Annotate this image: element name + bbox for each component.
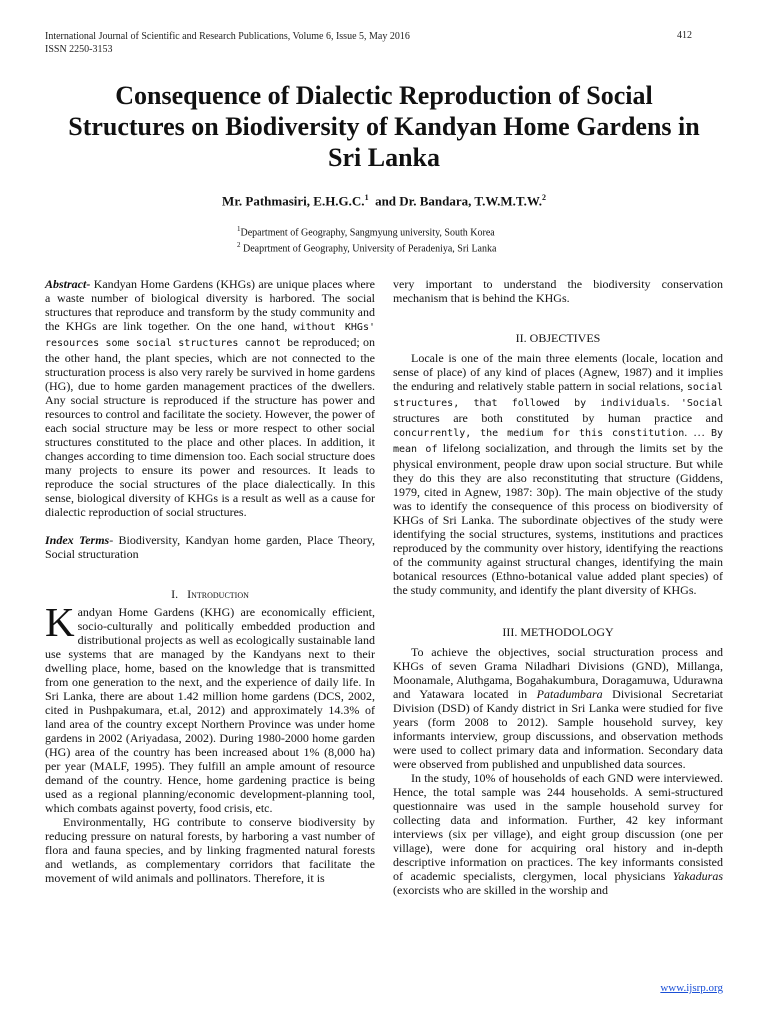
title-line-2: Structures on Biodiversity of Kandyan Home Gardens in — [68, 112, 700, 141]
obj-mono-2: 'Social — [680, 398, 723, 409]
obj-mono-3: concurrently, the medium for this constitution — [393, 428, 685, 439]
dropcap-letter: K — [45, 599, 75, 645]
objectives-paragraph — [393, 351, 723, 597]
title-line-1: Consequence of Dialectic Reproduction of Social — [115, 81, 653, 110]
obj-text-4: . … — [684, 425, 711, 439]
introduction-paragraph-1-text: andyan Home Gardens (KHG) are economically efficient, socio-culturally and politically embedded production and distributional projects as well as ecologically sustainable land use systems that are managed by the Kandyans next to their dwelling place, home, based on the knowledge that is transmitted from one generation to the next, and the experience of daily life. In Sri Lanka, there are about 1.42 million home gardens (DCS, 2002, cited in Pushpakumara, et.al, 2012) and approximately 14.3% of land area of the country except Northern Province was under home gardens in 2002 (Ariyadasa, 2002). During 1980-2000 home garden (HG) area of the country has been increased about 1% (8,000 ha) per year (MALF, 1995). They fulfill an ample amount of resource demand of the country. Hence, home gardening practice is being used as a regional planning/economic development-planning tool, which combats against poverty, food crisis, etc. — [45, 605, 375, 815]
meth-para2-b: (exorcists who are skilled in the worship and — [393, 883, 608, 897]
introduction-heading-num: I. — [171, 587, 179, 601]
methodology-heading: III. METHODOLOGY — [502, 625, 614, 639]
author-joiner: and Dr. Bandara, T.W.M.T.W. — [375, 193, 542, 209]
page-number: 412 — [677, 30, 692, 41]
abstract — [45, 277, 375, 519]
obj-text-1: Locale is one of the main three elements (locale, location and sense of place) of any kind of places (Agnew, 1987) and it implies the enduring and relatively stable pattern in social relations, — [393, 351, 723, 393]
author-1-sup: 1 — [364, 193, 369, 202]
paper-title — [40, 80, 728, 173]
objectives-heading: II. OBJECTIVES — [515, 331, 601, 345]
left-column — [45, 277, 375, 885]
title-line-3: Sri Lanka — [328, 143, 440, 172]
intro-continuation: very important to understand the biodiversity conservation mechanism that is behind the KHGs. — [393, 277, 723, 305]
methodology-paragraph-1 — [393, 645, 723, 771]
issn: ISSN 2250-3153 — [45, 44, 113, 55]
abstract-label: Abstract- — [45, 277, 91, 291]
meth-text-2: Divisional Secretariat Division (DSD) of Kandy district in Sri Lanka were studied for five years (form 2008 to 2012). Sample household survey, key informants interview, group discussions, and observation methods were used to collect primary data and information. Secondary data were observed from published and unpublished data sources. — [393, 687, 723, 771]
affiliation-2 — [237, 239, 496, 255]
affiliation-2-text: Deaprtment of Geography, University of Peradeniya, Sri Lanka — [243, 243, 497, 255]
obj-text-2: . — [666, 395, 681, 409]
affiliation-1 — [237, 223, 496, 239]
index-terms — [45, 533, 375, 561]
introduction-paragraph-2: Environmentally, HG contribute to conserve biodiversity by reducing pressure on natural forests, by harboring a vast number of flora and fauna species, and by linking fragmented natural forests and wetlands, as complementary corridors that facilitate the movement of wild animals and pollinators. Therefore, it is — [45, 815, 375, 885]
affiliation-1-text: Department of Geography, Sangmyung university, South Korea — [240, 227, 495, 239]
meth-para2-a: In the study, 10% of households of each GND were interviewed. Hence, the total sample was 244 households. A semi-structured questionnaire was used in the sample household survey for collecting data and information. Further, 42 key informant interviews (six per village), and eight group discussion (one per village), were done for acquiring oral history and in-depth descriptive information on practices. The key informants consisted of academic specialists, clergymen, local physicians — [393, 771, 723, 883]
meth-italic-2: Yakaduras — [672, 869, 723, 883]
affiliation-1-sup: 1 — [237, 225, 241, 233]
author-line — [40, 193, 728, 209]
introduction-heading-text: Introduction — [187, 587, 249, 601]
obj-text-3: structures are both constituted by human practice and — [393, 411, 723, 425]
affiliations — [237, 223, 496, 256]
abstract-text-2: reproduced; on the other hand, the plant species, which are not connected to the structuration process is also very rarely be survived in home gardens (HG), due to home garden management practices of the dwellers. Any social structure is reproduced if the structure has power and resources to control and facilitate the society. However, the power of each social structure may be less or more respect to other social structures constituted to the place and other places. In addition, it changes according to time dimension too. Each social structure does many projects to ensure its power and resources. It leads to reproduce the social structures of the place dialectically. In this sense, biological diversity of KHGs is a result as well as a cause for dialectic reproduction of social structures. — [45, 335, 375, 519]
right-column — [393, 277, 723, 897]
introduction-paragraph-1 — [45, 599, 375, 815]
journal-website-link[interactable]: www.ijsrp.org — [660, 982, 723, 994]
abstract-mono-1: without KHGs' resources some social structures cannot be — [45, 322, 375, 349]
obj-text-5: lifelong socialization, and through the limits set by the physical environment, people draw upon social structure. But while they do this they are also reconstituting that structure (Giddens, 1979, cited in Agnew, 1987: 30p). The main objective of the study was to identify the consequence of this process on biodiversity of KHGs of Sri Lanka. The subordinate objectives of the study were identifying the social structures, systems, institutions and practices reproduced by the community over history, identifying the reactions of the community against structural changes, identifying the main botanical resources (Ethno-botanical value added plant species) of the study community, and identify the plant diversity of KHGs. — [393, 441, 723, 597]
index-terms-label: Index Terms — [45, 533, 110, 547]
index-terms-text: - Biodiversity, Kandyan home garden, Place Theory, Social structuration — [45, 533, 375, 561]
affiliation-2-sup: 2 — [237, 241, 241, 250]
methodology-paragraph-2 — [393, 771, 723, 897]
obj-mono-1: social structures, that followed by individuals — [393, 382, 723, 409]
author-1: Mr. Pathmasiri, E.H.G.C. — [222, 193, 365, 209]
introduction-heading — [45, 587, 375, 601]
author-2-sup: 2 — [541, 193, 546, 202]
abstract-text-1: Kandyan Home Gardens (KHGs) are unique places where a waste number of biological diversity is harbored. The social structures that reproduce and transform by the study community and the KHGs are link together. On the one hand, — [45, 277, 375, 333]
running-head — [45, 30, 410, 56]
meth-text-1: To achieve the objectives, social structuration process and KHGs of seven Grama Niladhari Divisions (GND), Millanga, Moonamale, Aluthgama, Bogahakumbura, Doragamuwa, Udurawna and Yatawara located in — [393, 645, 723, 701]
meth-italic-1: Patadumbara — [536, 687, 603, 701]
journal-line: International Journal of Scientific and Research Publications, Volume 6, Issue 5, May 2016 — [45, 31, 410, 42]
obj-mono-4: By mean of — [393, 428, 723, 455]
